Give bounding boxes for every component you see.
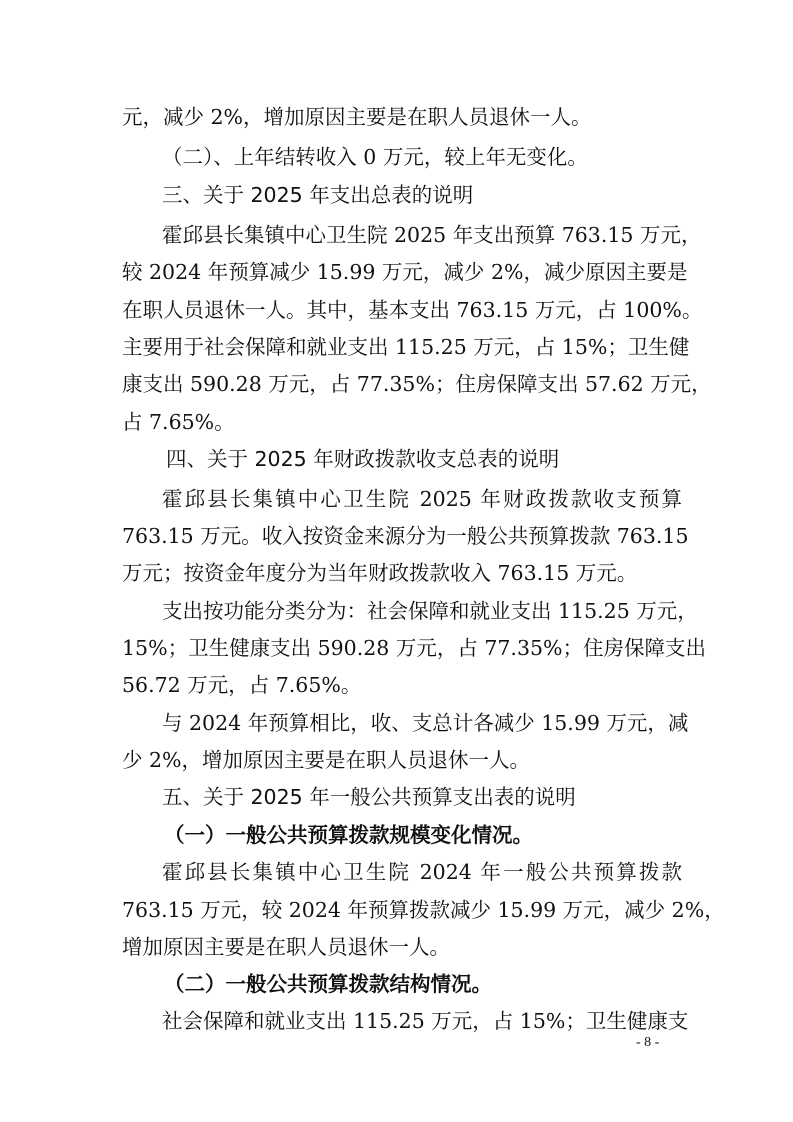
paragraph-line: 康支出 590.28 万元，占 77.35%；住房保障支出 57.62 万元，: [122, 372, 712, 396]
paragraph-line: 万元；按资金年度分为当年财政拨款收入 763.15 万元。: [122, 561, 638, 585]
paragraph-line: 占 7.65%。: [122, 410, 235, 434]
paragraph-line: 增加原因主要是在职人员退休一人。: [122, 935, 450, 959]
section-heading-3: 三、关于 2025 年支出总表的说明: [162, 183, 474, 207]
paragraph-line: 霍邱县长集镇中心卫生院 2025 年支出预算 763.15 万元，: [162, 223, 702, 247]
section-heading-5: 五、关于 2025 年一般公共预算支出表的说明: [162, 785, 576, 809]
paragraph-line: 较 2024 年预算减少 15.99 万元，减少 2%，减少原因主要是: [122, 260, 688, 284]
paragraph-line: 763.15 万元，较 2024 年预算拨款减少 15.99 万元，减少 2%，: [122, 898, 725, 922]
paragraph-line: 霍邱县长集镇中心卫生院 2025 年财政拨款收支预算: [162, 487, 682, 511]
paragraph-line: 与 2024 年预算相比，收、支总计各减少 15.99 万元，减: [162, 711, 689, 735]
paragraph-carryover-income: （二）、上年结转收入 0 万元，较上年无变化。: [162, 145, 588, 169]
subsection-heading-2: （二）一般公共预算拨款结构情况。: [164, 972, 492, 996]
page-number: - 8 -: [636, 1035, 660, 1050]
section-heading-4: 四、关于 2025 年财政拨款收支总表的说明: [166, 447, 560, 471]
paragraph-line: 少 2%，增加原因主要是在职人员退休一人。: [122, 748, 531, 772]
paragraph-line: 主要用于社会保障和就业支出 115.25 万元，占 15%；卫生健: [122, 335, 690, 359]
paragraph-line-continuation: 元，减少 2%，增加原因主要是在职人员退休一人。: [122, 105, 592, 129]
paragraph-line: 15%；卫生健康支出 590.28 万元，占 77.35%；住房保障支出: [122, 636, 707, 660]
paragraph-line: 霍邱县长集镇中心卫生院 2024 年一般公共预算拨款: [162, 860, 682, 884]
subsection-heading-1: （一）一般公共预算拨款规模变化情况。: [164, 823, 533, 847]
paragraph-line: 在职人员退休一人。其中，基本支出 763.15 万元，占 100%。: [122, 298, 703, 322]
paragraph-line: 56.72 万元，占 7.65%。: [122, 673, 362, 697]
paragraph-line: 社会保障和就业支出 115.25 万元，占 15%；卫生健康支: [162, 1009, 689, 1033]
paragraph-line: 支出按功能分类分为：社会保障和就业支出 115.25 万元，: [162, 599, 698, 623]
paragraph-line: 763.15 万元。收入按资金来源分为一般公共预算拨款 763.15: [122, 524, 689, 548]
